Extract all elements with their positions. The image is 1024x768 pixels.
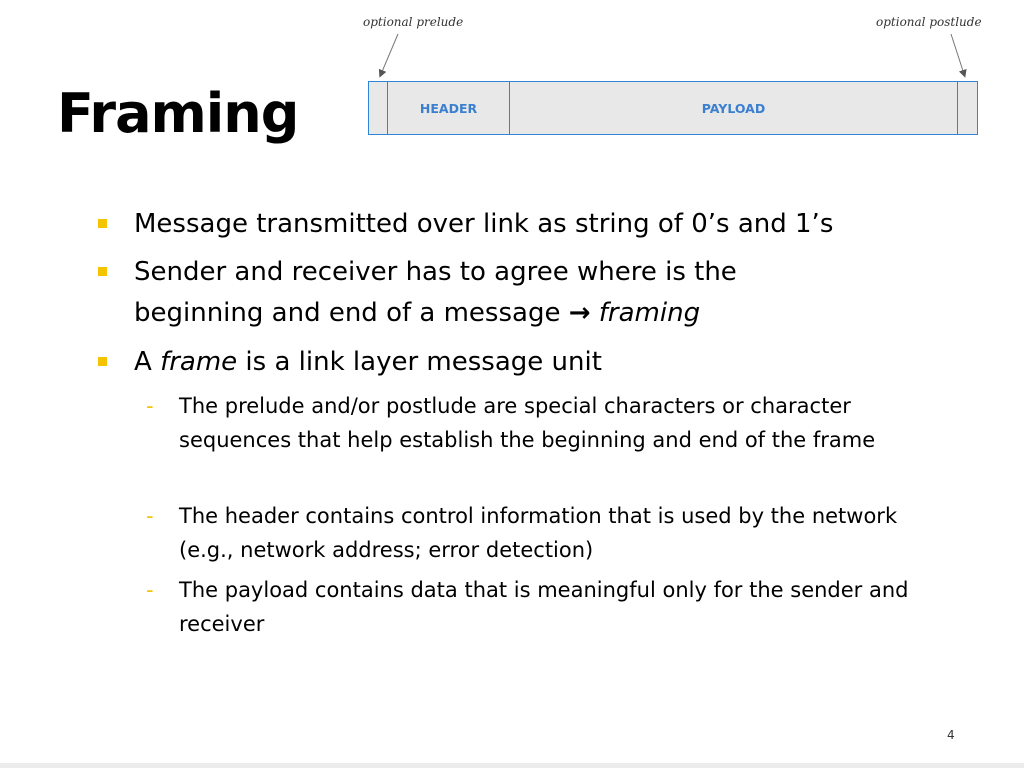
- postlude-annotation: optional postlude: [876, 15, 982, 29]
- bullet-item-1: [134, 204, 964, 245]
- payload-segment: PAYLOAD: [510, 82, 958, 134]
- footer-divider: [0, 763, 1024, 768]
- sub-bullet-1: [146, 390, 949, 457]
- frame-box: [368, 81, 978, 135]
- prelude-arrow: [381, 34, 398, 74]
- bullet-marker: [98, 357, 107, 366]
- sub-bullet-text: The prelude and/or postlude are special characters or character sequences that help establish the beginning and end of the frame: [179, 394, 876, 452]
- bullet-item-3: [134, 342, 964, 383]
- prelude-segment: [369, 82, 388, 134]
- sub-bullet-3: [146, 574, 949, 641]
- frame-diagram: [360, 8, 990, 148]
- sub-bullet-dash: -: [146, 394, 154, 418]
- bullet-marker: [98, 219, 107, 228]
- sub-bullet-2: [146, 500, 949, 567]
- bullet-text-line1: Sender and receiver has to agree where is the: [134, 257, 737, 287]
- sub-bullet-text: The payload contains data that is meaningful only for the sender and receiver: [179, 578, 909, 636]
- page-number: 4: [947, 728, 955, 742]
- right-arrow-icon: →: [568, 298, 591, 328]
- bullet-emphasis: frame: [160, 347, 238, 377]
- bullet-marker: [98, 267, 107, 276]
- bullet-text-pre: A: [134, 347, 161, 377]
- bullet-item-2: [134, 252, 964, 334]
- header-segment: HEADER: [388, 82, 510, 134]
- bullet-text: Message transmitted over link as string of 0’s and 1’s: [134, 209, 834, 239]
- prelude-annotation: optional prelude: [363, 15, 464, 29]
- postlude-segment: [958, 82, 977, 134]
- sub-bullet-dash: -: [146, 504, 154, 528]
- bullet-text-post: is a link layer message unit: [237, 347, 602, 377]
- bullet-text-line2: beginning and end of a message: [134, 298, 569, 328]
- sub-bullet-text: The header contains control information that is used by the network (e.g., network address; error detection): [179, 504, 898, 562]
- bullet-emphasis: framing: [598, 298, 701, 328]
- sub-bullet-dash: -: [146, 578, 154, 602]
- slide-title: Framing: [57, 82, 299, 145]
- postlude-arrow: [951, 34, 964, 74]
